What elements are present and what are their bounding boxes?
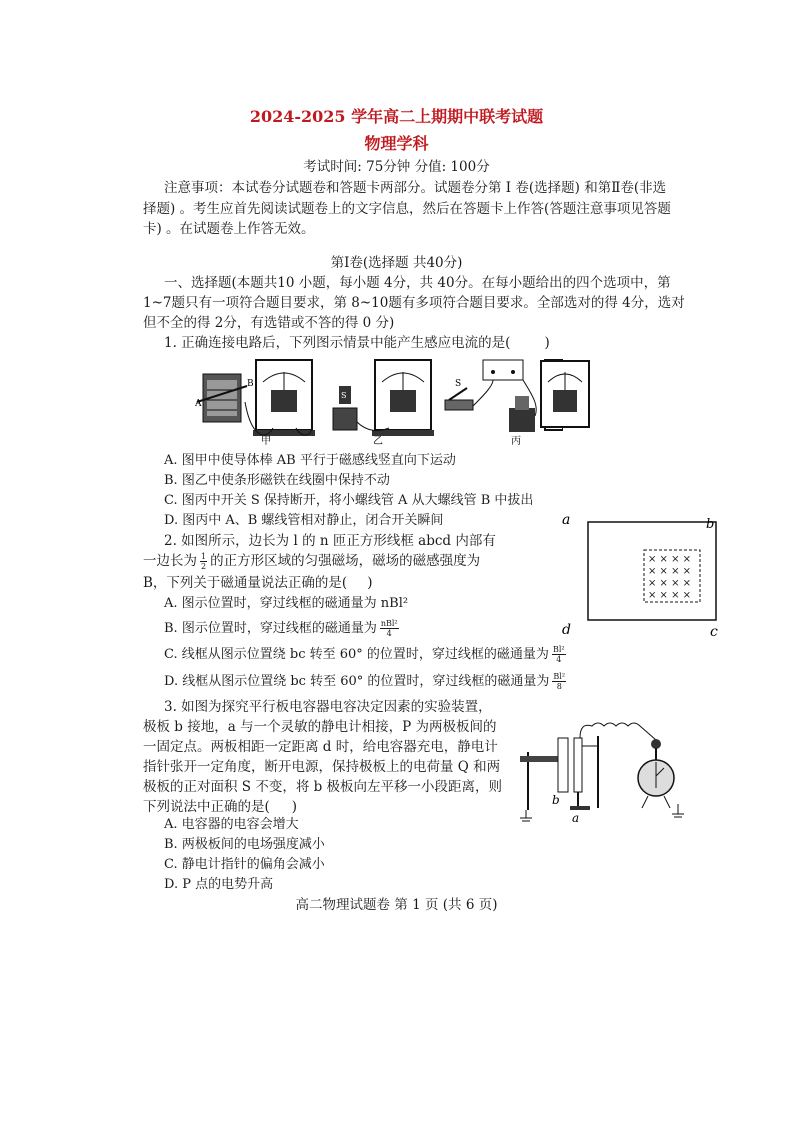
svg-text:× × × ×: × × × × xyxy=(648,578,692,589)
exam-title: 2024-2025 学年高二上期期中联考试题 xyxy=(249,107,544,126)
q2-stem-3-text: B，下列关于磁通量说法正确的是( xyxy=(143,575,348,591)
section-intro-1: 一、选择题(本题共10 小题，每小题 4分，共 40分。在每小题给出的四个选项中，第 xyxy=(164,275,671,291)
electrometer xyxy=(638,739,684,817)
section-intro-2: 1~7题只有一项符合题目要求，第 8~10题有多项符合题目要求。全部选对的得 4分，选对 xyxy=(143,295,685,311)
plate-a-stand xyxy=(570,736,598,810)
question-1-paren-end: ) xyxy=(544,335,550,351)
q2-option-c[interactable] xyxy=(164,645,569,665)
q2-option-c-text: C. 线框从图示位置绕 bc 转至 60° 的位置时，穿过线框的磁通量为 xyxy=(164,647,549,662)
q2-option-b-fraction xyxy=(380,619,399,638)
question-3-stem-1: 3. 如图为探究平行板电容器电容决定因素的实验装置， xyxy=(164,699,492,715)
q3-option-c[interactable]: C. 静电计指针的偏角会减小 xyxy=(164,857,325,872)
subject-title: 物理学科 xyxy=(364,134,429,153)
q2-option-d-den: 8 xyxy=(556,682,562,691)
question-3-stem-4: 指针张开一定角度，断开电源，保持极板上的电荷量 Q 和两 xyxy=(143,759,501,775)
exam-info: 考试时间: 75分钟 分值: 100分 xyxy=(303,159,490,175)
plate-a-label: a xyxy=(572,811,580,825)
q1-option-b[interactable]: B. 图乙中使条形磁铁在线圈中保持不动 xyxy=(164,473,390,488)
label-b-jia: B xyxy=(247,379,254,389)
corner-c: c xyxy=(710,624,718,640)
q2-option-b-text: B. 图示位置时，穿过线框的磁通量为 xyxy=(164,621,377,636)
q2-stem-2a: 一边长为 xyxy=(143,553,197,569)
q1-option-a[interactable]: A. 图甲中使导体棒 AB 平行于磁感线竖直向下运动 xyxy=(164,453,456,468)
q1-option-c[interactable]: C. 图丙中开关 S 保持断开，将小螺线管 A 从大螺线管 B 中拔出 xyxy=(164,493,534,508)
question-1-stem-text: 1. 正确连接电路后，下列图示情景中能产生感应电流的是( xyxy=(164,335,511,351)
question-3-stem-5: 极板的正对面积 S 不变，将 b 极板向左平移一小段距离，则 xyxy=(143,779,503,795)
magnetic-field-crosses xyxy=(648,554,691,601)
corner-d: d xyxy=(562,622,571,638)
q2-option-c-den: 4 xyxy=(556,655,562,664)
solenoid-bing xyxy=(509,396,535,432)
q1-option-d[interactable]: D. 图丙中 A、B 螺线管相对静止，闭合开关瞬间 xyxy=(164,513,444,528)
plate-b-stand xyxy=(520,738,568,821)
switch-bing xyxy=(445,388,473,410)
q2-half-num: 1 xyxy=(201,552,207,561)
q2-option-a[interactable]: A. 图示位置时，穿过线框的磁通量为 nBl² xyxy=(164,596,409,611)
section-heading: 第Ⅰ卷(选择题 共40分) xyxy=(330,255,463,271)
question-1-stem xyxy=(164,333,550,353)
question-2-stem-3 xyxy=(143,573,372,593)
notice-line-2: 择题) 。考生应首先阅读试题卷上的文字信息，然后在答题卡上作答(答题注意事项见答题 xyxy=(143,201,671,217)
q2-option-d[interactable] xyxy=(164,672,569,692)
q3-option-a[interactable]: A. 电容器的电容会增大 xyxy=(164,817,299,832)
question-3-figure xyxy=(518,716,698,826)
question-2-stem-1: 2. 如图所示，边长为 l 的 n 匝正方形线框 abcd 内部有 xyxy=(164,533,496,549)
q2-option-b-num: nBl² xyxy=(380,619,398,628)
q2-option-c-fraction xyxy=(552,645,566,664)
question-1-figure-right xyxy=(540,360,590,434)
q3-option-d[interactable]: D. P 点的电势升高 xyxy=(164,877,274,892)
q2-option-b-den: 4 xyxy=(386,629,392,638)
q2-stem-2b: 的正方形区域的匀强磁场，磁场的磁感强度为 xyxy=(210,553,481,569)
q3-stem-6-text: 下列说法中正确的是( xyxy=(143,799,270,815)
galvanometer-2 xyxy=(372,360,434,436)
label-s-bing: S xyxy=(455,379,462,389)
question-2-figure xyxy=(560,510,730,640)
question-3-stem-3: 一固定点。两板相距一定距离 d 时，给电容器充电，静电计 xyxy=(143,739,498,755)
q2-option-d-fraction xyxy=(552,672,566,691)
galvanometer-1 xyxy=(253,360,315,436)
q2-half-fraction xyxy=(200,552,207,571)
plate-b-label: b xyxy=(552,793,560,807)
q2-paren-end: ) xyxy=(367,575,373,591)
svg-text:× × × ×: × × × × xyxy=(648,566,692,577)
question-2-stem-2 xyxy=(143,551,480,571)
fig-label-bing: 丙 xyxy=(511,436,521,446)
fig-label-yi: 乙 xyxy=(373,436,383,446)
q3-option-b[interactable]: B. 两极板间的电场强度减小 xyxy=(164,837,325,852)
q2-option-d-num: Bl² xyxy=(553,672,566,681)
section-intro-3: 但不全的得 2分，有选错或不答的得 0 分) xyxy=(143,315,395,331)
fig-label-jia: 甲 xyxy=(261,436,271,446)
notice-line-1: 注意事项：本试卷分试题卷和答题卡两部分。试题卷分第 I 卷(选择题) 和第Ⅱ卷(非选 xyxy=(164,180,667,196)
question-1-figure xyxy=(193,356,563,446)
question-3-stem-6 xyxy=(143,797,297,817)
svg-text:× × × ×: × × × × xyxy=(648,590,692,601)
page-footer: 高二物理试题卷 第 1 页 (共 6 页) xyxy=(295,897,498,913)
label-a-jia: A xyxy=(195,399,202,409)
q2-option-b[interactable] xyxy=(164,619,402,639)
q3-paren-end: ) xyxy=(291,799,298,815)
q2-option-c-num: Bl² xyxy=(552,645,565,654)
q2-option-d-text: D. 线框从图示位置绕 bc 转至 60° 的位置时，穿过线框的磁通量为 xyxy=(164,674,550,689)
q2-half-den: 2 xyxy=(201,562,207,571)
corner-b: b xyxy=(706,517,715,532)
power-supply-bing xyxy=(483,360,523,380)
corner-a: a xyxy=(562,512,571,528)
notice-line-3: 卡) 。在试题卷上作答无效。 xyxy=(143,221,315,237)
question-3-stem-2: 极板 b 接地，a 与一个灵敏的静电计相接，P 为两极板间的 xyxy=(143,719,497,735)
magnet-apparatus-jia xyxy=(197,374,247,422)
svg-text:× × × ×: × × × × xyxy=(648,554,692,565)
label-s-yi: S xyxy=(341,391,347,400)
